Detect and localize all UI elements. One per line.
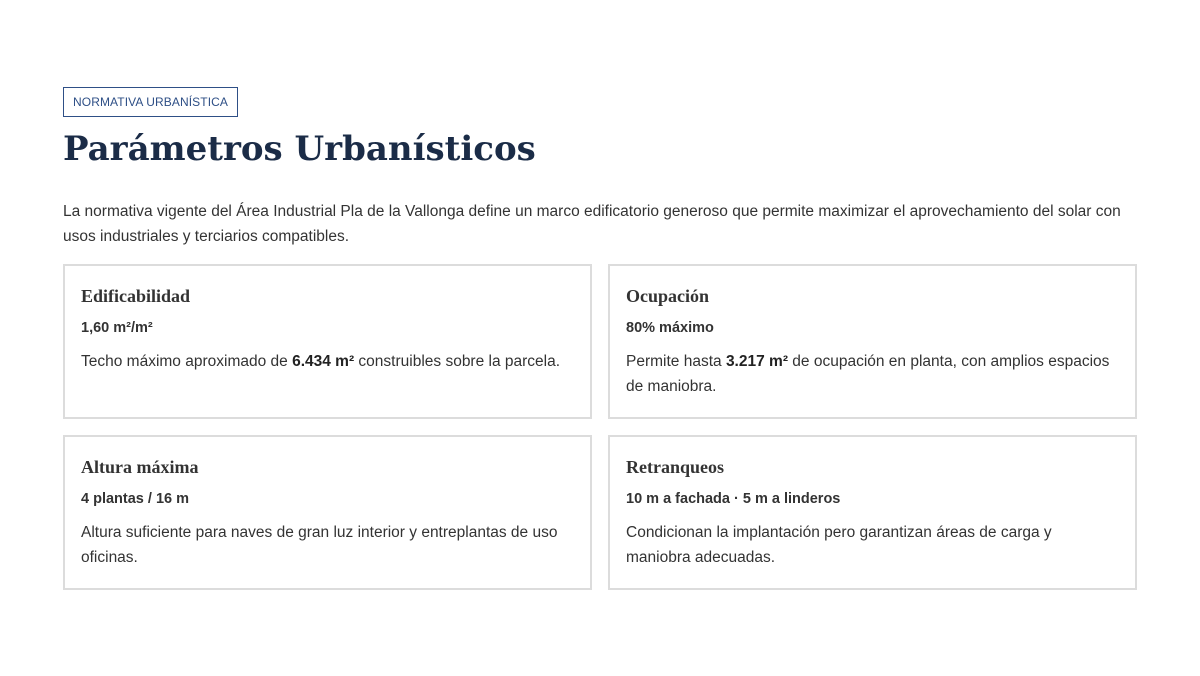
card-value: 10 m a fachada · 5 m a linderos	[626, 491, 841, 507]
card-desc-highlight: 3.217 m²	[725, 353, 788, 370]
card-title: Edificabilidad	[81, 286, 191, 306]
card-description	[81, 349, 574, 374]
card-desc-text: Condicionan la implantación pero garantizan áreas de carga y maniobra adecuadas.	[626, 524, 1052, 566]
page-content	[63, 87, 1137, 566]
card-title: Altura máxima	[81, 457, 199, 477]
card-desc-text: Altura suficiente para naves de gran luz interior y entreplantas de uso oficinas.	[81, 524, 558, 566]
card-altura-maxima	[63, 435, 592, 590]
section-badge: NORMATIVA URBANÍSTICA	[63, 87, 238, 117]
card-retranqueos	[608, 435, 1137, 590]
card-desc-text: de ocupación en planta, con amplios espacios de maniobra.	[626, 353, 1110, 395]
card-ocupacion	[608, 264, 1137, 419]
card-description	[81, 520, 574, 570]
page-title: Parámetros Urbanísticos	[63, 129, 536, 169]
card-edificabilidad	[63, 264, 592, 419]
card-title: Retranqueos	[626, 457, 724, 477]
card-desc-text: Permite hasta	[626, 353, 726, 370]
card-desc-text: construibles sobre la parcela.	[354, 353, 561, 370]
intro-paragraph: La normativa vigente del Área Industrial Pla de la Vallonga define un marco edificatorio generoso que permite maximizar el aprovechamiento del solar con usos industriales y terciarios compatibles.	[63, 203, 1121, 245]
card-title: Ocupación	[626, 286, 710, 306]
card-description	[626, 349, 1119, 399]
card-value: 80% máximo	[626, 320, 714, 336]
card-description	[626, 520, 1119, 570]
parameters-grid	[63, 264, 1137, 590]
card-value: 4 plantas / 16 m	[81, 491, 189, 507]
card-value: 1,60 m²/m²	[81, 320, 153, 336]
card-desc-text: Techo máximo aproximado de	[81, 353, 293, 370]
card-desc-highlight: 6.434 m²	[292, 353, 355, 370]
